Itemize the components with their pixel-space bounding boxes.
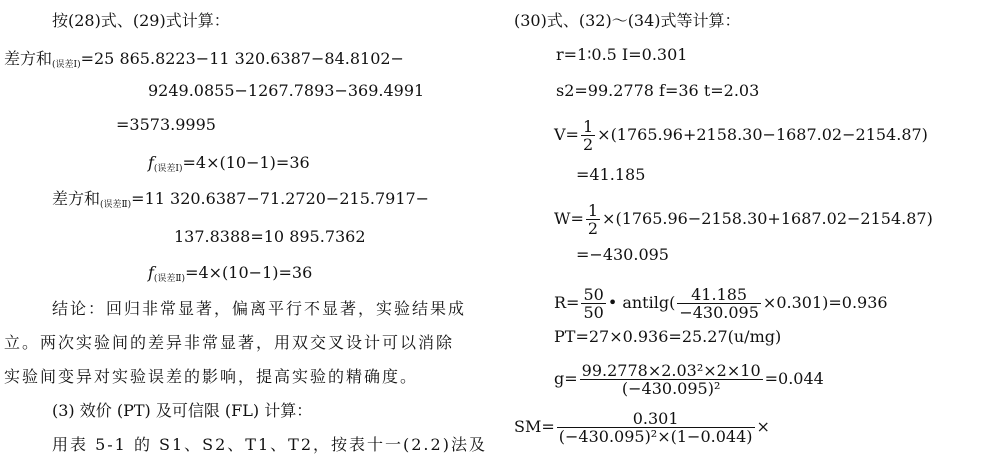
- f-symbol-1: f: [148, 153, 154, 172]
- expr-f-error2: =4×(10−1)=36: [185, 263, 313, 282]
- g-frac-den: (−430.095)²: [621, 379, 721, 398]
- expr-error2: =11 320.6387−71.2720−215.7917−: [131, 189, 430, 208]
- line-g: [554, 362, 824, 397]
- W-frac-den: 2: [587, 219, 599, 238]
- sub-f-error1: (误差Ⅰ): [153, 164, 183, 174]
- R-frac1-den: 50: [583, 303, 604, 322]
- R-frac2-num: 41.185: [677, 286, 761, 304]
- sub-error1: (误差Ⅰ): [52, 60, 81, 70]
- line-error2-sum: [52, 188, 429, 216]
- paragraph-conclusion-1: 结论：回归非常显著，偏离平行不显著，实验结果成: [52, 299, 467, 318]
- line-r-I: r=1∶0.5 I=0.301: [556, 45, 688, 64]
- line-f-error1: [148, 152, 310, 180]
- sub-f-error2: (误差Ⅱ): [153, 274, 186, 284]
- line-SM: [514, 410, 770, 445]
- line-error1-sum: [4, 48, 404, 76]
- V-lhs: V=: [554, 125, 579, 144]
- g-fraction: [580, 362, 763, 397]
- R-fraction-1: [581, 286, 605, 321]
- R-rest: ×0.301)=0.936: [762, 293, 888, 312]
- label-error2: 差方和: [52, 189, 101, 208]
- paragraph-conclusion-2: 立。两次实验间的差异非常显著，用双交叉设计可以消除: [4, 333, 455, 352]
- line-V: [554, 118, 928, 153]
- SM-frac-num: 0.301: [557, 410, 755, 428]
- line-PT: PT=27×0.936=25.27(u/mg): [554, 327, 782, 346]
- sub-error2: (误差Ⅱ): [100, 200, 132, 210]
- V-frac-num: 1: [582, 117, 594, 136]
- R-frac2-den: −430.095: [679, 303, 759, 322]
- R-frac1-num: 50: [583, 285, 604, 304]
- line-intro: 按(28)式、(29)式计算：: [52, 11, 230, 30]
- g-frac-num: 99.2778×2.03²×2×10: [581, 361, 761, 380]
- SM-rest: ×: [756, 417, 770, 436]
- R-mid: • antilg(: [607, 293, 676, 312]
- line-error1-result: =3573.9995: [116, 115, 216, 134]
- W-rest: ×(1765.96−2158.30+1687.02−2154.87): [602, 209, 933, 228]
- line-error2-cont: 137.8388=10 895.7362: [174, 227, 366, 246]
- W-fraction: [586, 202, 600, 237]
- SM-fraction: [557, 410, 755, 445]
- expr-f-error1: =4×(10−1)=36: [182, 153, 310, 172]
- W-lhs: W=: [554, 209, 584, 228]
- label-error1: 差方和: [4, 49, 53, 68]
- R-lhs: R=: [554, 293, 580, 312]
- SM-lhs: SM=: [514, 417, 555, 436]
- paragraph-conclusion-3: 实验间变异对实验误差的影响，提高实验的精确度。: [4, 367, 419, 386]
- g-rest: =0.044: [764, 369, 824, 388]
- V-rest: ×(1765.96+2158.30−1687.02−2154.87): [597, 125, 928, 144]
- line-R: [554, 286, 888, 321]
- line-W: [554, 202, 933, 237]
- line-f-error2: [148, 262, 312, 290]
- line-s2-f-t: s2=99.2778 f=36 t=2.03: [556, 81, 760, 100]
- V-fraction: [581, 118, 595, 153]
- V-frac-den: 2: [582, 135, 594, 154]
- paragraph-method: 用表 5-1 的 S1、S2、T1、T2，按表十一(2.2)法及: [52, 435, 487, 454]
- R-fraction-2: [677, 286, 761, 321]
- section-heading-potency: (3) 效价 (PT) 及可信限 (FL) 计算：: [52, 401, 313, 420]
- expr-error1: =25 865.8223−11 320.6387−84.8102−: [80, 49, 404, 68]
- SM-frac-den: (−430.095)²×(1−0.044): [558, 427, 753, 446]
- line-error1-cont: 9249.0855−1267.7893−369.4991: [148, 81, 425, 100]
- line-W-result: =−430.095: [576, 245, 669, 264]
- W-frac-num: 1: [587, 201, 599, 220]
- line-V-result: =41.185: [576, 165, 646, 184]
- g-lhs: g=: [554, 369, 578, 388]
- line-right-intro: (30)式、(32)～(34)式等计算：: [514, 11, 741, 30]
- f-symbol-2: f: [148, 263, 154, 282]
